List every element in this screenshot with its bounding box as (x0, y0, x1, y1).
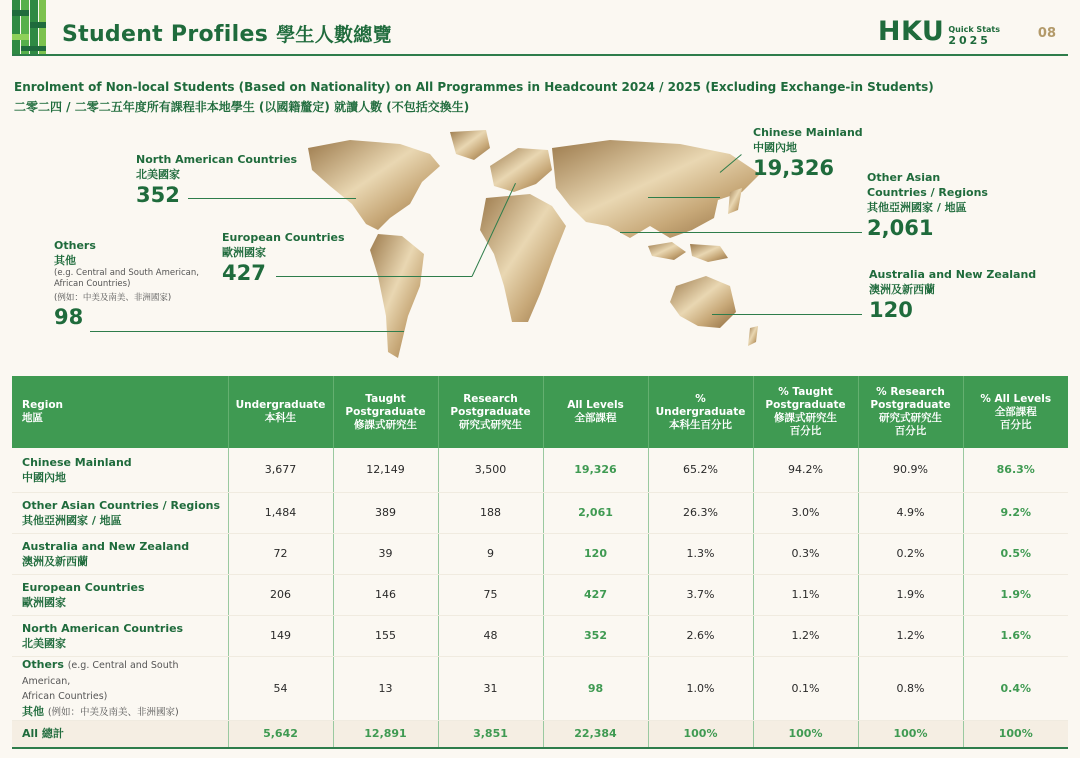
callout-value: 98 (54, 305, 84, 329)
callout-label-zh: 澳洲及新西蘭 (869, 283, 935, 296)
cell-pct-undergraduate: 1.3% (648, 533, 753, 574)
cell-taught-pg: 12,149 (333, 448, 438, 492)
col-header-taught-pg: Taught Postgraduate 修課式研究生 (333, 376, 438, 448)
col-header-pct-taught-pg: % Taught Postgraduate 修課式研究生 百分比 (753, 376, 858, 448)
cell-pct-research-pg: 4.9% (858, 492, 963, 533)
world-map-illustration (290, 126, 790, 366)
callout-note: (e.g. Central and South American, (54, 268, 199, 278)
table-header-row (12, 376, 1068, 448)
cell-pct-research-pg: 1.2% (858, 615, 963, 656)
cell-pct-research-pg: 90.9% (858, 448, 963, 492)
page-title (62, 20, 392, 47)
callout-other-asian (867, 170, 988, 241)
cell-pct-all-levels: 9.2% (963, 492, 1068, 533)
callout-value: 352 (136, 183, 180, 207)
total-pct-taught-pg: 100% (753, 720, 858, 748)
page-number: 08 (1037, 26, 1056, 41)
callout-value: 120 (869, 298, 913, 322)
section-subtitle-en: Enrolment of Non-local Students (Based on Nationality) on All Programmes in Headcount 2024 / 2025 (Excluding Exchange-in Students) (14, 80, 934, 94)
callout-chinese-mainland (753, 125, 863, 181)
cell-all-levels: 427 (543, 574, 648, 615)
row-region: Others (e.g. Central and South American, African Countries) 其他 (例如：中美及南美、非洲國家) (12, 656, 228, 720)
col-header-research-pg: Research Postgraduate 研究式研究生 (438, 376, 543, 448)
callout-label-zh: 其他亞洲國家 / 地區 (867, 201, 967, 214)
cell-pct-all-levels: 0.4% (963, 656, 1068, 720)
callout-label-zh: 北美國家 (136, 168, 180, 181)
header-divider (12, 54, 1068, 56)
cell-pct-all-levels: 0.5% (963, 533, 1068, 574)
callout-label-en: European Countries (222, 231, 345, 244)
cell-all-levels: 120 (543, 533, 648, 574)
col-header-all-levels: All Levels 全部課程 (543, 376, 648, 448)
callout-others (54, 238, 199, 330)
cell-undergraduate: 54 (228, 656, 333, 720)
cell-all-levels: 19,326 (543, 448, 648, 492)
leader-line (188, 198, 356, 199)
callout-label-zh: 中國內地 (753, 141, 797, 154)
cell-all-levels: 98 (543, 656, 648, 720)
cell-undergraduate: 206 (228, 574, 333, 615)
cell-research-pg: 9 (438, 533, 543, 574)
cell-pct-undergraduate: 3.7% (648, 574, 753, 615)
page-title-en: Student Profiles (62, 22, 269, 47)
cell-pct-taught-pg: 0.3% (753, 533, 858, 574)
table-row (12, 448, 1068, 492)
cell-pct-research-pg: 1.9% (858, 574, 963, 615)
hku-logo-blocks (12, 0, 46, 56)
total-all-levels: 22,384 (543, 720, 648, 748)
total-pct-undergraduate: 100% (648, 720, 753, 748)
cell-pct-taught-pg: 1.1% (753, 574, 858, 615)
cell-taught-pg: 13 (333, 656, 438, 720)
table-row (12, 615, 1068, 656)
cell-research-pg: 75 (438, 574, 543, 615)
cell-taught-pg: 155 (333, 615, 438, 656)
cell-pct-all-levels: 1.6% (963, 615, 1068, 656)
cell-pct-taught-pg: 3.0% (753, 492, 858, 533)
cell-all-levels: 352 (543, 615, 648, 656)
callout-label-en: Australia and New Zealand (869, 268, 1037, 281)
section-subtitle-zh: 二零二四 / 二零二五年度所有課程非本地學生 (以國籍釐定) 就讀人數 (不包括交換生) (14, 100, 470, 114)
cell-undergraduate: 3,677 (228, 448, 333, 492)
callout-label-en-2: Countries / Regions (867, 186, 988, 199)
cell-all-levels: 2,061 (543, 492, 648, 533)
callout-european (222, 230, 345, 286)
col-header-pct-undergraduate: % Undergraduate 本科生百分比 (648, 376, 753, 448)
total-pct-research-pg: 100% (858, 720, 963, 748)
row-region: Australia and New Zealand 澳洲及新西蘭 (12, 533, 228, 574)
table-row (12, 492, 1068, 533)
callout-label-zh: 歐洲國家 (222, 246, 266, 259)
page-title-zh: 學生人數總覽 (276, 24, 392, 46)
leader-line (90, 331, 404, 332)
cell-pct-undergraduate: 26.3% (648, 492, 753, 533)
brand-quick-stats: Quick Stats (948, 25, 1000, 34)
col-header-undergraduate: Undergraduate 本科生 (228, 376, 333, 448)
callout-value: 2,061 (867, 216, 934, 240)
cell-research-pg: 48 (438, 615, 543, 656)
row-region: North American Countries 北美國家 (12, 615, 228, 656)
row-region: Chinese Mainland 中國內地 (12, 448, 228, 492)
callout-australia-nz (869, 267, 1036, 323)
total-undergraduate: 5,642 (228, 720, 333, 748)
enrolment-table (12, 376, 1068, 749)
callout-value: 19,326 (753, 156, 835, 180)
row-region: Other Asian Countries / Regions 其他亞洲國家 / 地區 (12, 492, 228, 533)
callout-value: 427 (222, 261, 266, 285)
callout-label-en: Chinese Mainland (753, 126, 863, 139)
leader-line (620, 232, 862, 233)
row-region: European Countries 歐洲國家 (12, 574, 228, 615)
cell-pct-undergraduate: 65.2% (648, 448, 753, 492)
cell-undergraduate: 149 (228, 615, 333, 656)
table-row (12, 574, 1068, 615)
table-total-row (12, 720, 1068, 748)
col-header-region: Region 地區 (12, 376, 228, 448)
cell-undergraduate: 1,484 (228, 492, 333, 533)
total-pct-all-levels: 100% (963, 720, 1068, 748)
brand-year: 2025 (948, 34, 991, 47)
cell-pct-taught-pg: 1.2% (753, 615, 858, 656)
leader-line (712, 314, 862, 315)
cell-taught-pg: 389 (333, 492, 438, 533)
cell-undergraduate: 72 (228, 533, 333, 574)
table-row (12, 656, 1068, 720)
total-label: All 總計 (12, 720, 228, 748)
cell-taught-pg: 39 (333, 533, 438, 574)
brand-name: HKU (877, 16, 945, 47)
cell-pct-research-pg: 0.2% (858, 533, 963, 574)
cell-research-pg: 3,500 (438, 448, 543, 492)
cell-pct-undergraduate: 1.0% (648, 656, 753, 720)
table-row (12, 533, 1068, 574)
cell-taught-pg: 146 (333, 574, 438, 615)
cell-pct-taught-pg: 94.2% (753, 448, 858, 492)
callout-note-2: African Countries) (54, 279, 131, 289)
cell-pct-all-levels: 86.3% (963, 448, 1068, 492)
hku-brand (878, 18, 1000, 46)
total-research-pg: 3,851 (438, 720, 543, 748)
callout-label-en: Other Asian (867, 171, 941, 184)
callout-label-en: North American Countries (136, 153, 298, 166)
cell-pct-undergraduate: 2.6% (648, 615, 753, 656)
cell-research-pg: 188 (438, 492, 543, 533)
col-header-pct-all-levels: % All Levels 全部課程 百分比 (963, 376, 1068, 448)
total-taught-pg: 12,891 (333, 720, 438, 748)
callout-north-american (136, 152, 297, 208)
callout-note-zh: (例如：中美及南美、非洲國家) (54, 293, 172, 303)
cell-pct-all-levels: 1.9% (963, 574, 1068, 615)
col-header-pct-research-pg: % Research Postgraduate 研究式研究生 百分比 (858, 376, 963, 448)
cell-pct-research-pg: 0.8% (858, 656, 963, 720)
callout-label-en: Others (54, 239, 96, 252)
cell-research-pg: 31 (438, 656, 543, 720)
callout-label-zh: 其他 (54, 254, 76, 267)
cell-pct-taught-pg: 0.1% (753, 656, 858, 720)
leader-line (276, 276, 472, 277)
leader-line (648, 197, 720, 198)
